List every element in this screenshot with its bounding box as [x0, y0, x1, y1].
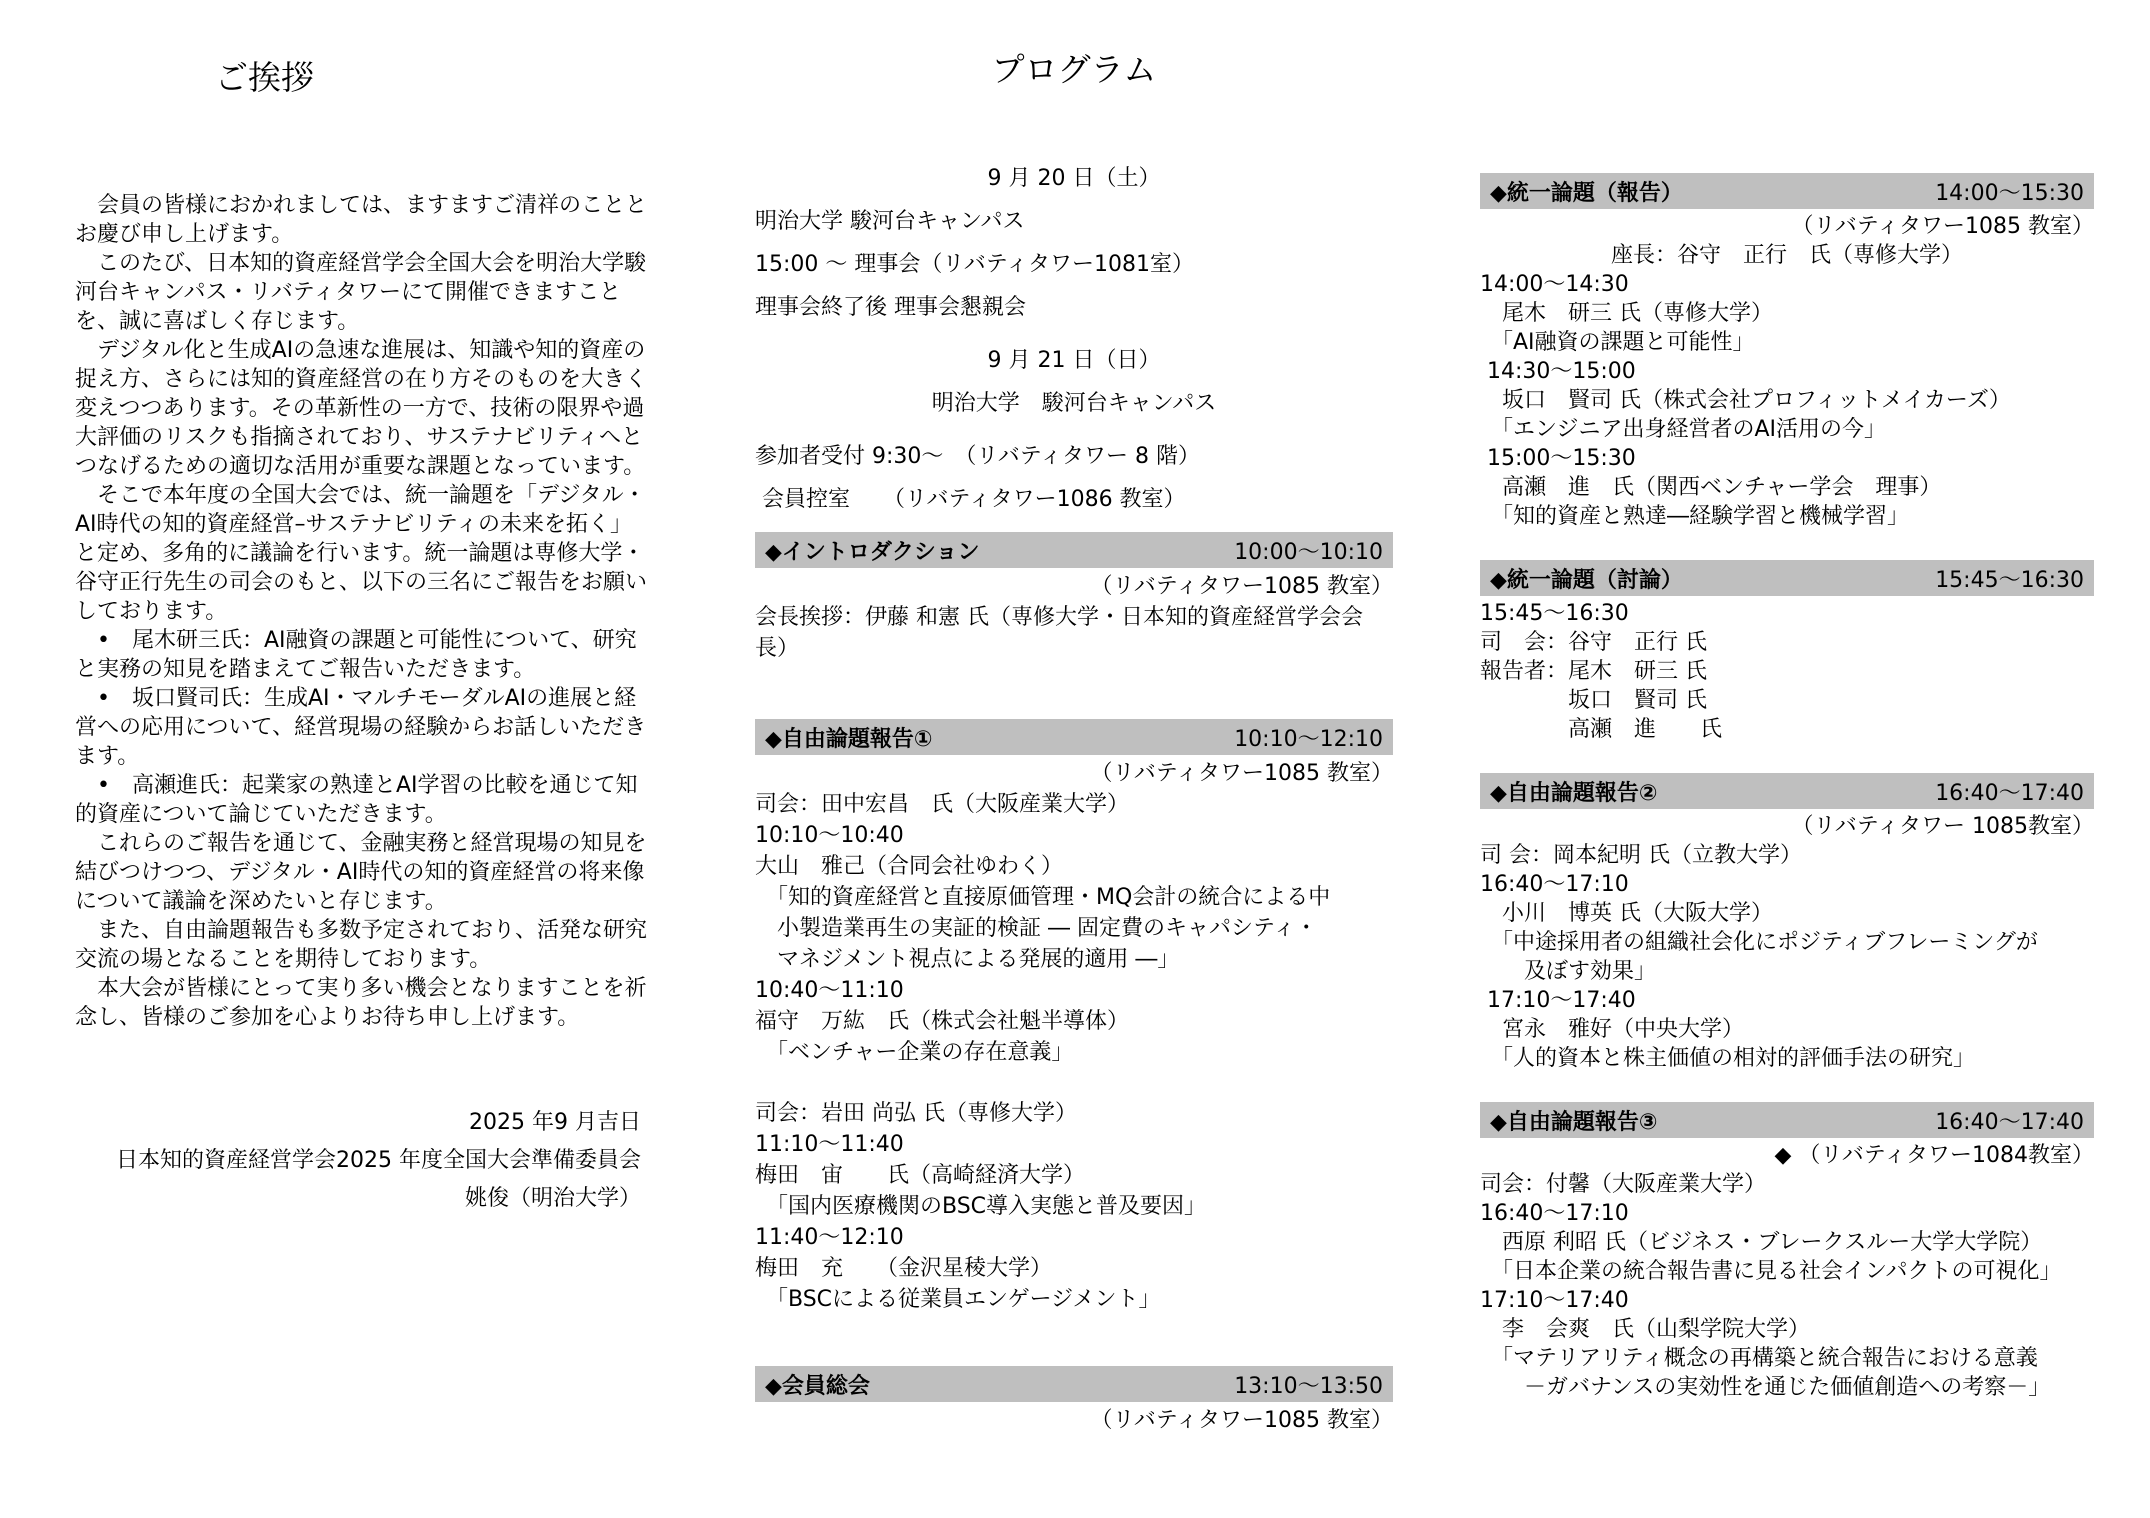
text-line: 司会：田中宏昌 氏（大阪産業大学） [755, 792, 1130, 817]
text-line: 変えつつあります。その革新性の一方で、技術の限界や過 [75, 396, 645, 421]
talk-title: 「知的資産経営と直接原価管理・MQ会計の統合による中 [755, 885, 1331, 910]
talk-title: 「AI融資の課題と可能性」 [1480, 330, 1755, 355]
spacer [755, 521, 1393, 529]
section-time: 15:45～16:30 [1935, 567, 2084, 593]
text-line: 会員控室 （リバティタワー1086 教室） [755, 487, 1186, 512]
text-line: 座長：谷守 正行 氏（専修大学） [1610, 243, 1963, 268]
section-header [755, 532, 1393, 568]
program-body-2 [1480, 173, 2094, 1402]
section-header [1480, 173, 2094, 209]
speaker-line: 坂口 賢司 氏（株式会社プロフィットメイカーズ） [1480, 388, 2011, 413]
committee-line: 日本知的資産経営学会2025 年度全国大会準備委員会 [116, 1148, 641, 1173]
date-heading: 9 月 20 日（土） [987, 166, 1161, 191]
spacer [755, 1315, 1393, 1363]
speaker-line: 小川 博英 氏（大阪大学） [1480, 901, 1773, 926]
text-line: 司 会：谷守 正行 氏 [1480, 630, 1707, 655]
program-column-1 [755, 44, 1393, 1436]
text-line: 谷守正行先生の司会のもと、以下の三名にご報告をお願い [75, 570, 648, 595]
time-slot: 16:40～17:10 [1480, 872, 1629, 897]
speaker-line: 高瀬 進 氏（関西ベンチャー学会 理事） [1480, 475, 1942, 500]
text-line: しております。 [75, 599, 228, 624]
talk-title: 小製造業再生の実証的検証 ― 固定費のキャパシティ・ [755, 916, 1318, 941]
room-line: （リバティタワー1085 教室） [1090, 1408, 1393, 1433]
speaker-line: 尾木 研三 氏（専修大学） [1480, 301, 1773, 326]
spacer [75, 1032, 675, 1104]
text-line: について議論を深めたいと存じます。 [75, 889, 447, 914]
text-line: このたび、日本知的資産経営学会全国大会を明治大学駿 [75, 251, 647, 276]
text-line: 坂口 賢司 氏 [1480, 688, 1707, 713]
talk-title: 「人的資本と株主価値の相対的評価手法の研究」 [1480, 1046, 1976, 1071]
section-header [1480, 773, 2094, 809]
room-line: （リバティタワー1085 教室） [1090, 574, 1393, 599]
section-header [1480, 1102, 2094, 1138]
bullet-item: • 坂口賢司氏：生成AI・マルチモーダルAIの進展と経 [75, 686, 637, 711]
section-label: ◆イントロダクション [765, 539, 980, 565]
text-line: 高瀬 進 氏 [1480, 717, 1723, 742]
spacer [755, 329, 1393, 339]
talk-title: 「中途採用者の組織社会化にポジティブフレーミングが [1480, 930, 2038, 955]
text-line: 参加者受付 9:30～ （リバティタワー 8 階） [755, 444, 1200, 469]
greeting-title: ご挨拶 [215, 58, 314, 97]
time-slot: 17:10～17:40 [1480, 1288, 1629, 1313]
text-line: 15:00 ～ 理事会（リバティタワー1081室） [755, 252, 1194, 277]
section-time: 13:10～13:50 [1234, 1373, 1383, 1399]
text-line: 会員の皆様におかれましては、ますますご清祥のことと [75, 193, 648, 218]
text-line: つなげるための適切な活用が重要な課題となっています。 [75, 454, 646, 479]
talk-title: 「国内医療機関のBSC導入実態と普及要因」 [755, 1194, 1207, 1219]
text-line: そこで本年度の全国大会では、統一論題を「デジタル・ [75, 483, 646, 508]
section-label: ◆統一論題（報告） [1490, 180, 1683, 206]
text-line: デジタル化と生成AIの急速な進展は、知識や知的資産の [75, 338, 646, 363]
section-time: 10:00～10:10 [1234, 539, 1383, 565]
section-label: ◆自由論題報告② [1490, 780, 1658, 806]
section-time: 16:40～17:40 [1935, 780, 2084, 806]
text-line: 報告者：尾木 研三 氏 [1480, 659, 1707, 684]
section-label: ◆統一論題（討論） [1490, 567, 1683, 593]
text-line: お慶び申し上げます。 [75, 222, 294, 247]
time-slot: 11:40～12:10 [755, 1225, 904, 1250]
section-time: 14:00～15:30 [1935, 180, 2084, 206]
date-line: 2025 年9 月吉日 [469, 1110, 641, 1135]
section-label: ◆自由論題報告③ [1490, 1109, 1658, 1135]
text-line: 会長挨拶：伊藤 和憲 氏（専修大学・日本知的資産経営学会会 [755, 605, 1363, 630]
text-line: 河台キャンパス・リバティタワーにて開催できますこと [75, 280, 622, 305]
speaker-line: 李 会爽 氏（山梨学院大学） [1480, 1317, 1811, 1342]
greeting-column [75, 52, 675, 1218]
room-line: ◆ （リバティタワー1084教室） [1774, 1143, 2094, 1168]
section-header [755, 1366, 1393, 1402]
text-line: 明治大学 駿河台キャンパス [931, 391, 1217, 416]
greeting-body [75, 191, 675, 1218]
talk-title: 「知的資産と熟達―経験学習と機械学習」 [1480, 504, 1910, 529]
text-line: 的資産について論じていただきます。 [75, 802, 447, 827]
room-line: （リバティタワー1085 教室） [1791, 214, 2094, 239]
time-slot: 10:40～11:10 [755, 978, 904, 1003]
time-slot: 17:10～17:40 [1480, 988, 1636, 1013]
bullet-item: • 高瀬進氏：起業家の熟達とAI学習の比較を通じて知 [75, 773, 638, 798]
section-header [1480, 560, 2094, 596]
time-slot: 15:45～16:30 [1480, 601, 1629, 626]
speaker-line: 梅田 充 （金沢星稜大学） [755, 1256, 1053, 1281]
text-line: AI時代の知的資産経営–サステナビリティの未来を拓く」 [75, 512, 633, 537]
text-line: 結びつけつつ、デジタル・AI時代の知的資産経営の将来像 [75, 860, 645, 885]
text-line: 大評価のリスクも指摘されており、サステナビリティへと [75, 425, 644, 450]
talk-title: 「日本企業の統合報告書に見る社会インパクトの可視化」 [1480, 1259, 2062, 1284]
text-line: 念し、皆様のご参加を心よりお待ち申し上げます。 [75, 1005, 580, 1030]
talk-title: 及ぼす効果」 [1480, 959, 1657, 984]
spacer [755, 425, 1393, 435]
section-time: 10:10～12:10 [1234, 726, 1383, 752]
section-label: ◆会員総会 [765, 1373, 870, 1399]
section-label: ◆自由論題報告① [765, 726, 933, 752]
program-title: プログラム [991, 50, 1157, 89]
talk-title: －ガバナンスの実効性を通じた価値創造への考察－」 [1480, 1375, 2051, 1400]
spacer [1480, 744, 2094, 770]
spacer [1480, 1073, 2094, 1099]
text-line: 明治大学 駿河台キャンパス [755, 209, 1025, 234]
talk-title: 「BSCによる従業員エンゲージメント」 [755, 1287, 1161, 1312]
section-time: 16:40～17:40 [1935, 1109, 2084, 1135]
text-line: と定め、多角的に議論を行います。統一論題は専修大学・ [75, 541, 645, 566]
text-line: と実務の知見を踏まえてご報告いただきます。 [75, 657, 536, 682]
program-body-1 [755, 157, 1393, 1436]
speaker-line: 大山 雅己（合同会社ゆわく） [755, 854, 1064, 879]
room-line: （リバティタワー 1085教室） [1791, 814, 2094, 839]
speaker-line: 宮永 雅好（中央大学） [1480, 1017, 1745, 1042]
talk-title: 「ベンチャー企業の存在意義」 [755, 1040, 1074, 1065]
talk-title: マネジメント視点による発展的適用 ―」 [755, 947, 1180, 972]
time-slot: 11:10～11:40 [755, 1132, 904, 1157]
bullet-item: • 尾木研三氏：AI融資の課題と可能性について、研究 [75, 628, 637, 653]
text-line: 営への応用について、経営現場の経験からお話しいただき [75, 715, 647, 740]
signature-line: 姚俊（明治大学） [464, 1186, 641, 1211]
spacer [755, 1068, 1393, 1098]
spacer [755, 664, 1393, 716]
section-header [755, 719, 1393, 755]
time-slot: 10:10～10:40 [755, 823, 904, 848]
text-line: 理事会終了後 理事会懇親会 [755, 295, 1026, 320]
speaker-line: 梅田 宙 氏（高崎経済大学） [755, 1163, 1086, 1188]
text-line: また、自由論題報告も多数予定されており、活発な研究 [75, 918, 648, 943]
text-line: を、誠に喜ばしく存じます。 [75, 309, 360, 334]
text-line: ます。 [75, 744, 140, 769]
speaker-line: 福守 万紘 氏（株式会社魁半導体） [755, 1009, 1130, 1034]
speaker-line: 西原 利昭 氏（ビジネス・ブレークスルー大学大学院） [1480, 1230, 2043, 1255]
time-slot: 16:40～17:10 [1480, 1201, 1629, 1226]
text-line: 司会：岩田 尚弘 氏（専修大学） [755, 1101, 1077, 1126]
text-line: 司会：付馨（大阪産業大学） [1480, 1172, 1767, 1197]
text-line: これらのご報告を通じて、金融実務と経営現場の知見を [75, 831, 647, 856]
time-slot: 14:00～14:30 [1480, 272, 1629, 297]
talk-title: 「マテリアリティ概念の再構築と統合報告における意義 [1480, 1346, 2038, 1371]
time-slot: 15:00～15:30 [1480, 446, 1636, 471]
text-line: 本大会が皆様にとって実り多い機会となりますことを祈 [75, 976, 647, 1001]
text-line: 捉え方、さらには知的資産経営の在り方そのものを大きく [75, 367, 648, 392]
text-line: 司 会：岡本紀明 氏（立教大学） [1480, 843, 1802, 868]
room-line: （リバティタワー1085 教室） [1090, 761, 1393, 786]
text-line: 長） [755, 636, 800, 661]
talk-title: 「エンジニア出身経営者のAI活用の今」 [1480, 417, 1886, 442]
text-line: 交流の場となることを期待しております。 [75, 947, 492, 972]
program-column-2 [1480, 170, 2094, 1402]
spacer [1480, 531, 2094, 557]
date-heading: 9 月 21 日（日） [987, 348, 1161, 373]
time-slot: 14:30～15:00 [1480, 359, 1636, 384]
